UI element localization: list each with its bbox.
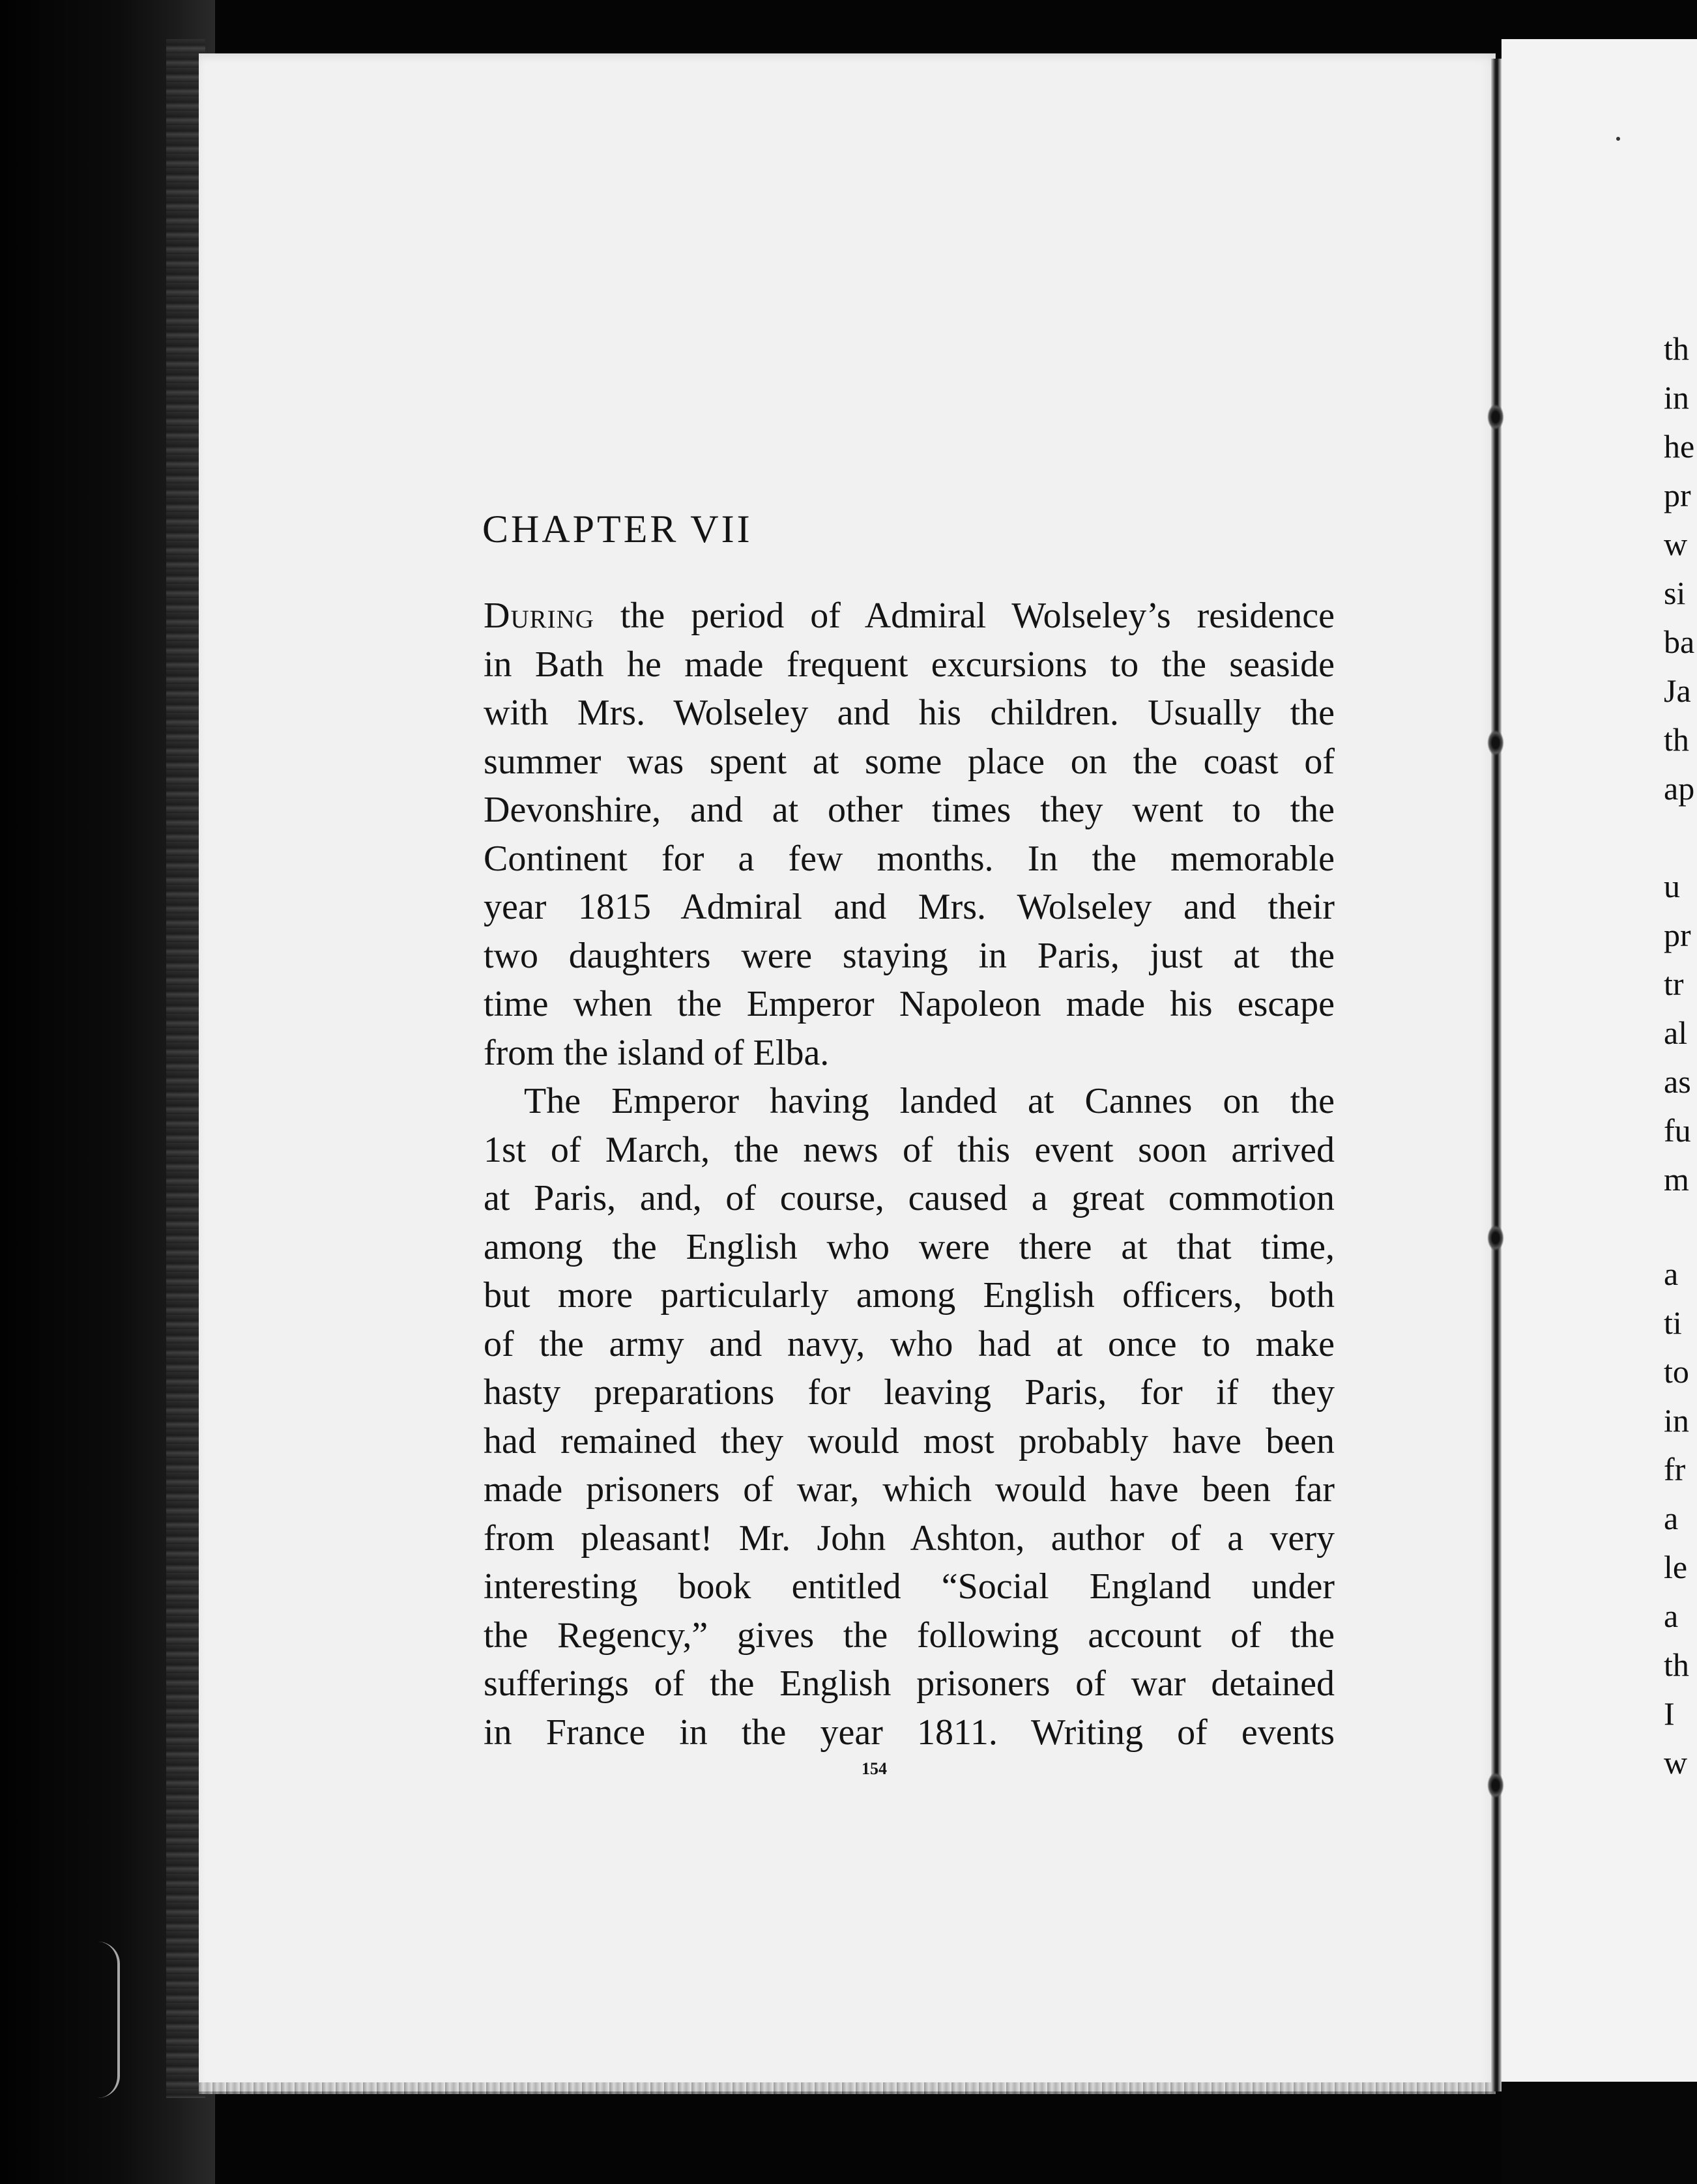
text-line: among the English who were there at that time, [484, 1226, 1335, 1267]
text-line: had remained they would most probably have been [484, 1420, 1335, 1461]
right-page-text [1664, 0, 1697, 2085]
right-page-line-fragment: in [1664, 379, 1689, 416]
right-page-line-fragment: pr [1664, 917, 1691, 953]
right-page-line-fragment: ap [1664, 770, 1695, 807]
right-page-line-fragment: tr [1664, 966, 1684, 1002]
text-line: time when the Emperor Napoleon made his escape [484, 984, 1335, 1024]
right-page-line-fragment: th [1664, 330, 1689, 367]
right-page-line-fragment: al [1664, 1014, 1688, 1051]
text-line: During the period of Admiral Wolseley’s residence [484, 596, 1335, 636]
paper-speck [1616, 137, 1620, 141]
right-page-line-fragment: si [1664, 575, 1686, 611]
text-line: with Mrs. Wolseley and his children. Usually the [484, 693, 1335, 733]
body-text [484, 592, 1335, 1757]
right-page-line-fragment: fr [1664, 1451, 1686, 1487]
text-line: Devonshire, and at other times they went to the [484, 790, 1335, 830]
left-page-bottom-edge [199, 2082, 1496, 2094]
right-page-line-fragment: fu [1664, 1112, 1691, 1149]
right-page-line-fragment: ti [1664, 1304, 1682, 1341]
right-page-line-fragment: I [1664, 1695, 1675, 1732]
text-line: from the island of Elba. [484, 1032, 830, 1073]
binding-curve [98, 1942, 120, 2098]
right-page-line-fragment: m [1664, 1161, 1689, 1198]
text-line: 1st of March, the news of this event soon arrived [484, 1129, 1335, 1170]
text-line: but more particularly among English officers, both [484, 1275, 1335, 1315]
binding-thread [1487, 1772, 1504, 1798]
text-line: in France in the year 1811. Writing of events [484, 1712, 1335, 1753]
right-page-line-fragment: a [1664, 1256, 1679, 1292]
right-page-line-fragment: th [1664, 1646, 1689, 1683]
text-line: interesting book entitled “Social England under [484, 1566, 1335, 1607]
right-page-line-fragment: as [1664, 1063, 1691, 1100]
drop-word: During [484, 596, 594, 636]
right-page-line-fragment: pr [1664, 477, 1691, 513]
text-line: of the army and navy, who had at once to make [484, 1323, 1335, 1364]
text-line: two daughters were staying in Paris, just at the [484, 935, 1335, 976]
text-line: The Emperor having landed at Cannes on the [524, 1081, 1335, 1121]
right-page-line-fragment: w [1664, 526, 1688, 562]
binding-thread [1487, 730, 1504, 756]
right-page-line-fragment: w [1664, 1744, 1688, 1781]
page-number: 154 [862, 1759, 887, 1778]
right-page-line-fragment: u [1664, 868, 1680, 904]
right-page-line-fragment: a [1664, 1500, 1679, 1536]
text-line: Continent for a few months. In the memorable [484, 838, 1335, 879]
binding-thread [1487, 1225, 1504, 1251]
text-line: summer was spent at some place on the coast of [484, 741, 1335, 782]
right-page-line-fragment: ba [1664, 624, 1695, 660]
text-line: from pleasant! Mr. John Ashton, author of a very [484, 1517, 1335, 1559]
text-line: sufferings of the English prisoners of war detained [484, 1663, 1335, 1704]
right-page-line-fragment: th [1664, 721, 1689, 758]
right-page-line-fragment: Ja [1664, 672, 1691, 709]
chapter-title: CHAPTER VII [482, 508, 753, 551]
text-line: the Regency,” gives the following account of the [484, 1615, 1335, 1656]
binding-thread [1487, 404, 1504, 430]
text-line: in Bath he made frequent excursions to the seaside [484, 644, 1335, 685]
text-line: hasty preparations for leaving Paris, for if they [484, 1372, 1335, 1413]
right-page-shadow [1501, 2082, 1697, 2184]
right-page-line-fragment: to [1664, 1353, 1689, 1390]
right-page-line-fragment: le [1664, 1549, 1688, 1585]
right-page-line-fragment: in [1664, 1402, 1689, 1439]
text-line: year 1815 Admiral and Mrs. Wolseley and their [484, 887, 1335, 927]
right-page-line-fragment: he [1664, 428, 1695, 465]
right-page-line-fragment: a [1664, 1598, 1679, 1634]
text-line: at Paris, and, of course, caused a great commotion [484, 1178, 1335, 1218]
text-line: made prisoners of war, which would have been far [484, 1469, 1335, 1510]
